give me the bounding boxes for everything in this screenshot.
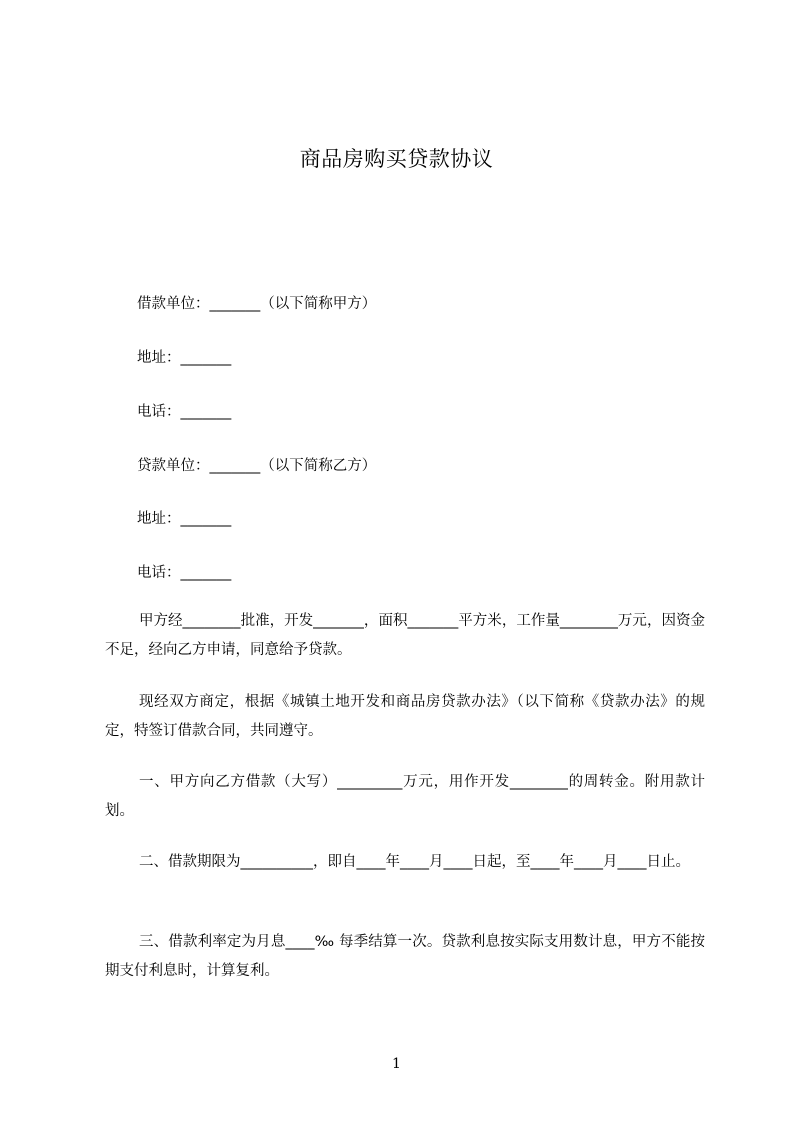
paragraph-basis: 现经双方商定，根据《城镇土地开发和商品房贷款办法》（以下简称《贷款办法》的规定，特签订借款合同，共同遵守。 [105,694,705,739]
document-title: 商品房购买贷款协议 [299,147,494,171]
borrower-phone: 电话：_______ [137,404,232,420]
borrower-address: 地址：_______ [137,350,232,366]
page-number: 1 [392,1056,401,1072]
lender-phone: 电话：_______ [137,565,232,581]
lender-unit: 贷款单位：_______（以下简称乙方） [137,458,377,474]
borrower-unit: 借款单位：_______（以下简称甲方） [137,296,377,312]
paragraph-clause-1: 一、甲方向乙方借款（大写）_________万元，用作开发________的周转金。附用款计划。 [105,774,705,819]
paragraph-clause-3: 三、借款利率定为月息____‰ 每季结算一次。贷款利息按实际支用数计息，甲方不能按期支付利息时，计算复利。 [105,934,705,979]
paragraph-project: 甲方经________批准，开发_______，面积_______平方米，工作量________万元，因资金不足，经向乙方申请，同意给予贷款。 [105,613,705,658]
paragraph-clause-2: 二、借款期限为__________，即自____年____月____日起，至____年____月____日止。 [139,854,690,870]
lender-address: 地址：_______ [137,511,232,527]
